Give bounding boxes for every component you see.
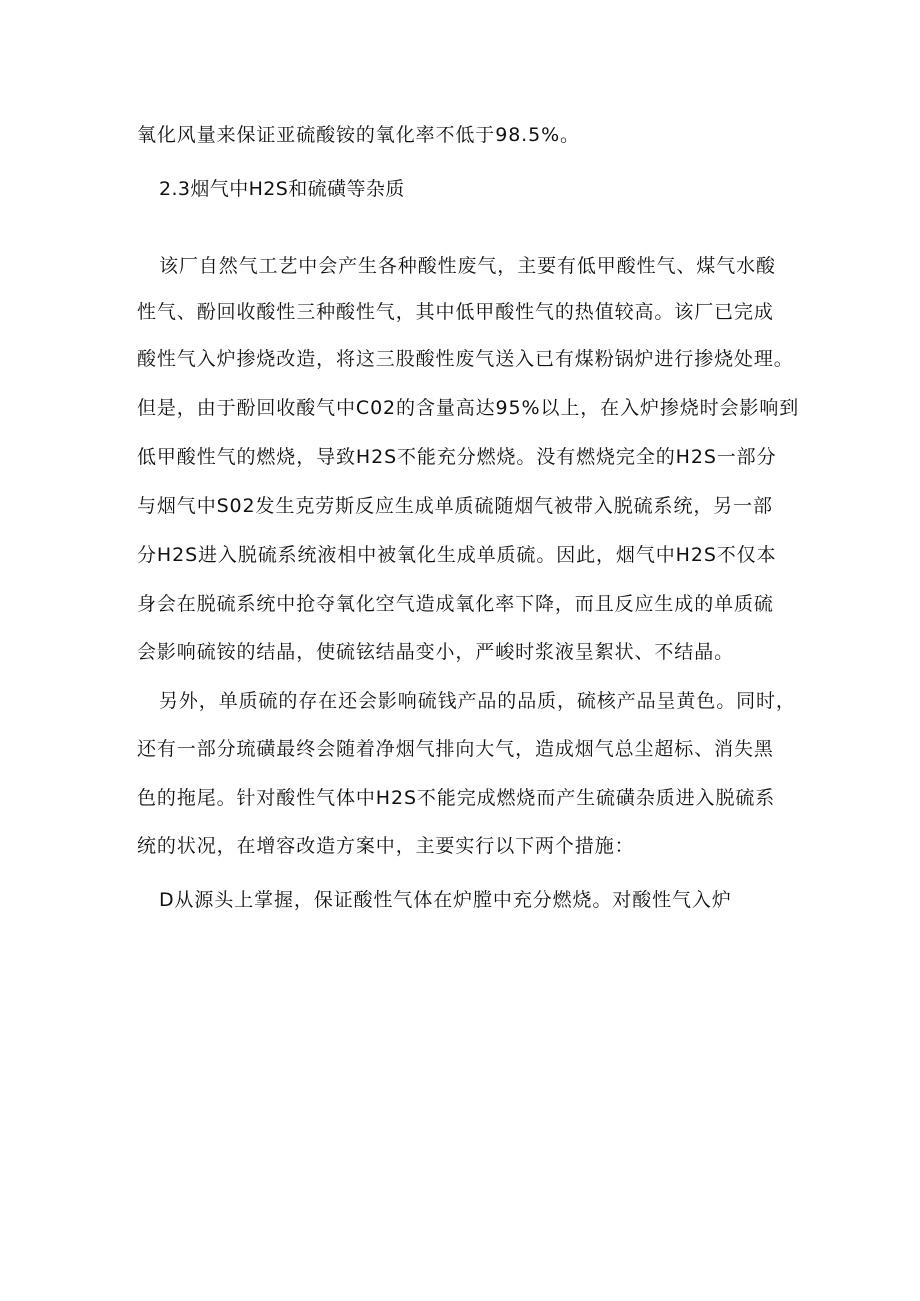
text-line-3: 性气、酚回收酸性三种酸性气，其中低甲酸性气的热值较高。该厂已完成 bbox=[137, 301, 774, 323]
text-line-8: 分H2S进入脱硫系统液相中被氧化生成单质硫。因此，烟气中H2S不仅本 bbox=[137, 544, 777, 566]
text-line-15: D从源头上掌握，保证酸性气体在炉膛中充分燃烧。对酸性气入炉 bbox=[159, 889, 732, 911]
text-line-11: 另外，单质硫的存在还会影响硫钱产品的品质，硫核产品呈黄色。同时， bbox=[159, 690, 796, 712]
text-line-13: 色的拖尾。针对酸性气体中H2S不能完成燃烧而产生硫磺杂质进入脱硫系 bbox=[137, 787, 776, 809]
text-line-14: 统的状况，在增容改造方案中，主要实行以下两个措施： bbox=[137, 835, 635, 857]
text-line-7: 与烟气中S02发生克劳斯反应生成单质硫随烟气被带入脱硫系统，另一部 bbox=[137, 495, 773, 517]
section-heading: 2.3烟气中H2S和硫磺等杂质 bbox=[159, 178, 405, 200]
text-line-6: 低甲酸性气的燃烧，导致H2S不能充分燃烧。没有燃烧完全的H2S一部分 bbox=[137, 446, 777, 468]
text-line-9: 身会在脱硫系统中抢夺氧化空气造成氧化率下降，而且反应生成的单质硫 bbox=[137, 593, 774, 615]
text-line-10: 会影响硫铵的结晶，使硫铉结晶变小，严峻时浆液呈絮状、不结晶。 bbox=[137, 641, 735, 663]
text-line-5: 但是，由于酚回收酸气中C02的含量高达95%以上，在入炉掺烧时会影响到 bbox=[137, 397, 800, 419]
text-line-1: 氧化风量来保证亚硫酸铵的氧化率不低于98.5%。 bbox=[137, 124, 580, 146]
text-line-12: 还有一部分琉磺最终会随着净烟气排向大气，造成烟气总尘超标、消失黑 bbox=[137, 738, 774, 760]
text-line-4: 酸性气入炉掺烧改造，将这三股酸性废气送入已有煤粉锅炉进行掺烧处理。 bbox=[137, 348, 794, 370]
text-line-2: 该厂自然气工艺中会产生各种酸性废气，主要有低甲酸性气、煤气水酸 bbox=[159, 255, 776, 277]
